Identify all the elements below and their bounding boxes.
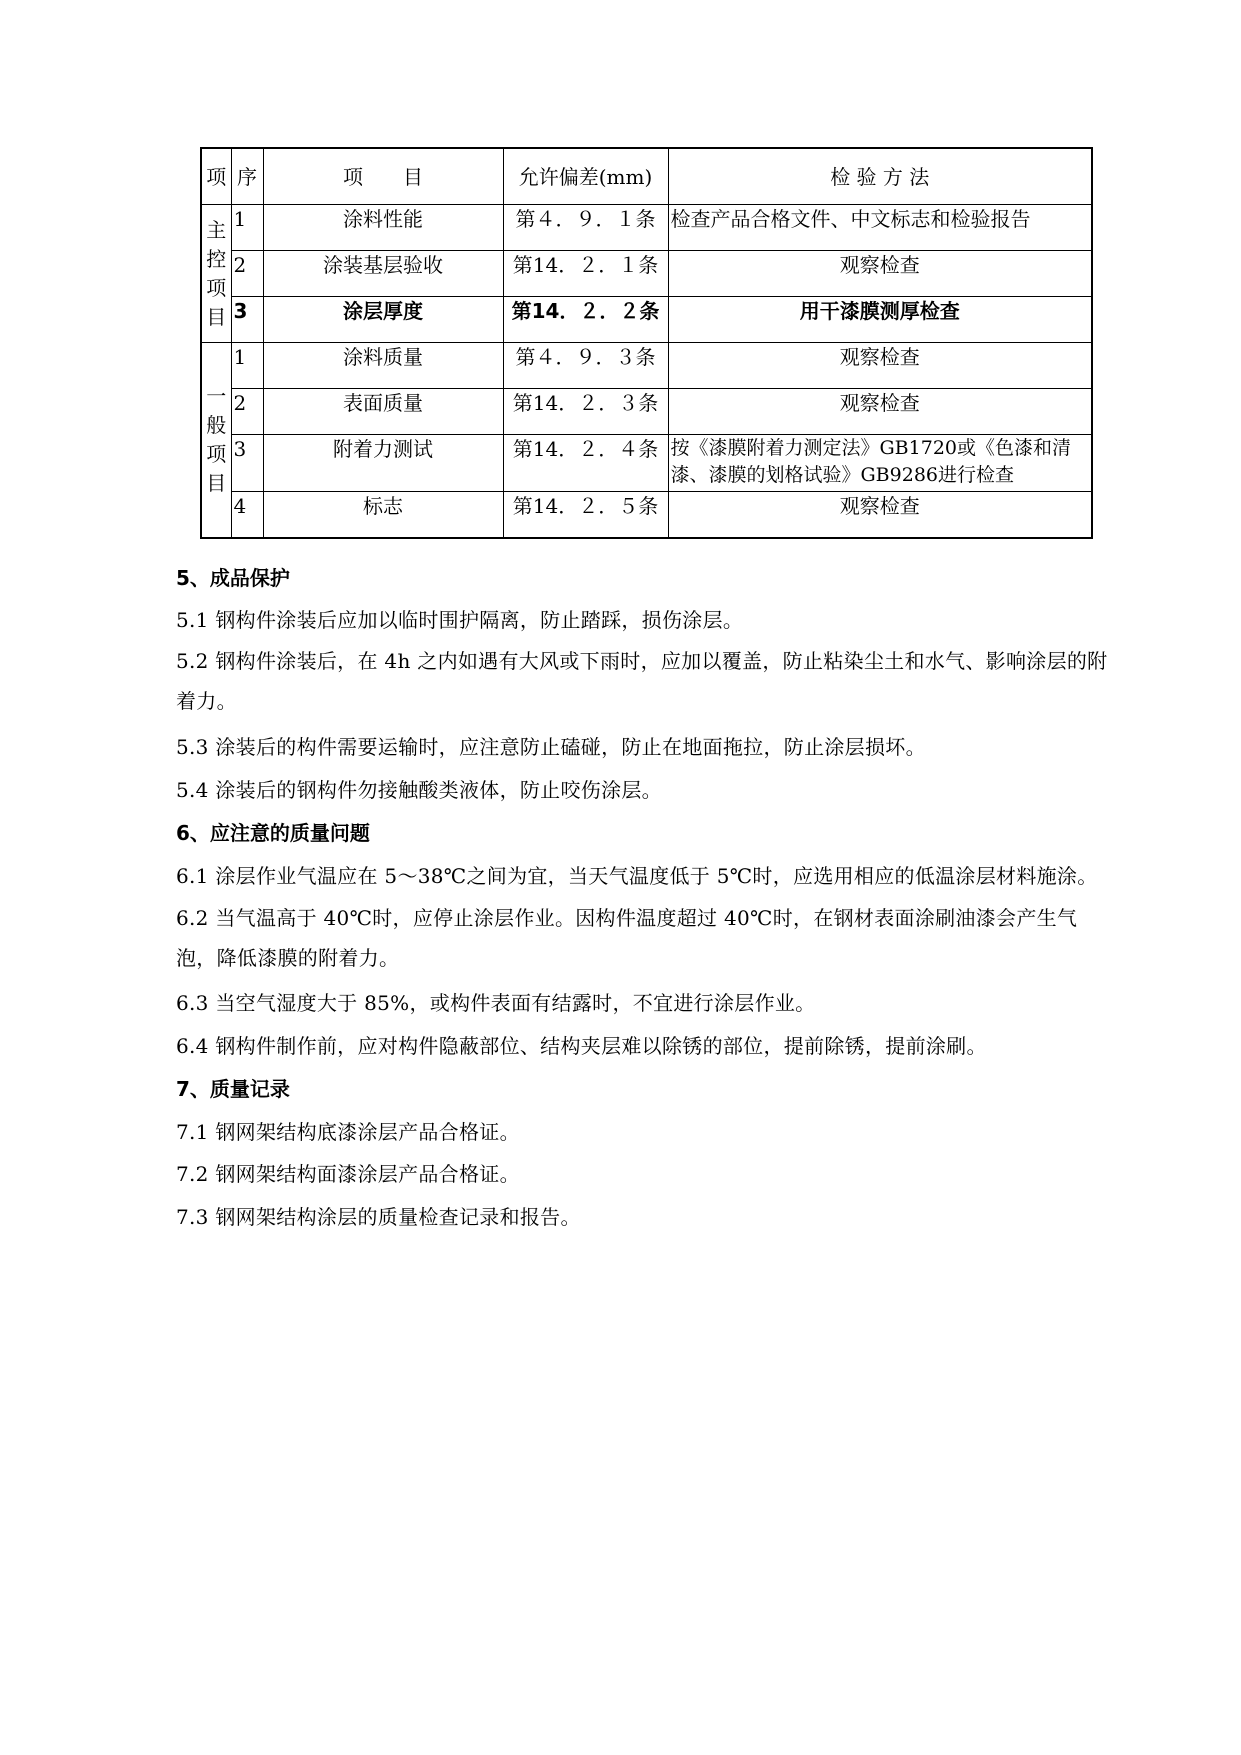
paragraph: 7.1 钢网架结构底漆涂层产品合格证。 bbox=[176, 1120, 520, 1144]
row-number: 3 bbox=[231, 435, 263, 492]
paragraph: 5.2 钢构件涂装后，在 4h 之内如遇有大风或下雨时，应加以覆盖，防止粘染尘土和水气、影响涂层的附着力。 bbox=[176, 649, 1108, 713]
row-number: 1 bbox=[231, 205, 263, 251]
row-method: 观察检查 bbox=[668, 251, 1092, 297]
paragraph: 7.2 钢网架结构面漆涂层产品合格证。 bbox=[176, 1162, 520, 1186]
row-item: 标志 bbox=[263, 492, 503, 539]
paragraph: 6.4 钢构件制作前，应对构件隐蔽部位、结构夹层难以除锈的部位，提前除锈，提前涂刷。 bbox=[176, 1034, 987, 1058]
header-item: 项 目 bbox=[263, 148, 503, 205]
row-item: 涂装基层验收 bbox=[263, 251, 503, 297]
row-method: 观察检查 bbox=[668, 343, 1092, 389]
row-method: 按《漆膜附着力测定法》GB1720或《色漆和清漆、漆膜的划格试验》GB9286进行检查 bbox=[668, 435, 1092, 492]
paragraph: 5.3 涂装后的构件需要运输时，应注意防止磕碰，防止在地面拖拉，防止涂层损坏。 bbox=[176, 735, 926, 759]
row-tolerance: 第14．２．２条 bbox=[503, 297, 668, 343]
row-item: 表面质量 bbox=[263, 389, 503, 435]
row-method: 用干漆膜测厚检查 bbox=[668, 297, 1092, 343]
group-label-general: 一 般 项 目 bbox=[201, 343, 231, 539]
group-label-main: 主 控 项 目 bbox=[201, 205, 231, 343]
row-number: 1 bbox=[231, 343, 263, 389]
header-tolerance: 允许偏差(mm) bbox=[503, 148, 668, 205]
table-row bbox=[201, 389, 1092, 435]
section-heading: 6、应注意的质量问题 bbox=[176, 821, 370, 845]
row-number: 4 bbox=[231, 492, 263, 539]
row-tolerance: 第14．２．４条 bbox=[503, 435, 668, 492]
paragraph: 6.2 当气温高于 40℃时，应停止涂层作业。因构件温度超过 40℃时，在钢材表面涂刷油漆会产生气泡，降低漆膜的附着力。 bbox=[176, 906, 1078, 970]
table-row bbox=[201, 435, 1092, 492]
table-header-row bbox=[201, 148, 1092, 205]
row-method: 检查产品合格文件、中文标志和检验报告 bbox=[668, 205, 1092, 251]
table-row bbox=[201, 251, 1092, 297]
row-item: 附着力测试 bbox=[263, 435, 503, 492]
row-tolerance: 第14．２．５条 bbox=[503, 492, 668, 539]
table-row bbox=[201, 297, 1092, 343]
row-tolerance: 第４．９．３条 bbox=[503, 343, 668, 389]
section-heading: 5、成品保护 bbox=[176, 566, 290, 590]
table-row bbox=[201, 343, 1092, 389]
header-group: 项 bbox=[201, 148, 231, 205]
header-number: 序 bbox=[231, 148, 263, 205]
table-row bbox=[201, 205, 1092, 251]
row-tolerance: 第４．９．１条 bbox=[503, 205, 668, 251]
section-heading: 7、质量记录 bbox=[176, 1077, 290, 1101]
inspection-table bbox=[200, 147, 1093, 539]
table-row bbox=[201, 492, 1092, 539]
row-method: 观察检查 bbox=[668, 389, 1092, 435]
header-method: 检 验 方 法 bbox=[668, 148, 1092, 205]
row-item: 涂层厚度 bbox=[263, 297, 503, 343]
row-tolerance: 第14．２．１条 bbox=[503, 251, 668, 297]
row-item: 涂料性能 bbox=[263, 205, 503, 251]
row-number: 2 bbox=[231, 251, 263, 297]
paragraph: 6.3 当空气湿度大于 85%，或构件表面有结露时，不宜进行涂层作业。 bbox=[176, 991, 816, 1015]
paragraph: 5.1 钢构件涂装后应加以临时围护隔离，防止踏踩，损伤涂层。 bbox=[176, 608, 744, 632]
row-tolerance: 第14．２．３条 bbox=[503, 389, 668, 435]
row-item: 涂料质量 bbox=[263, 343, 503, 389]
row-method: 观察检查 bbox=[668, 492, 1092, 539]
paragraph: 7.3 钢网架结构涂层的质量检查记录和报告。 bbox=[176, 1205, 581, 1229]
row-number: 2 bbox=[231, 389, 263, 435]
paragraph: 6.1 涂层作业气温应在 5～38℃之间为宜，当天气温度低于 5℃时，应选用相应的低温涂层材料施涂。 bbox=[176, 864, 1098, 888]
paragraph: 5.4 涂装后的钢构件勿接触酸类液体，防止咬伤涂层。 bbox=[176, 778, 662, 802]
row-number: 3 bbox=[231, 297, 263, 343]
